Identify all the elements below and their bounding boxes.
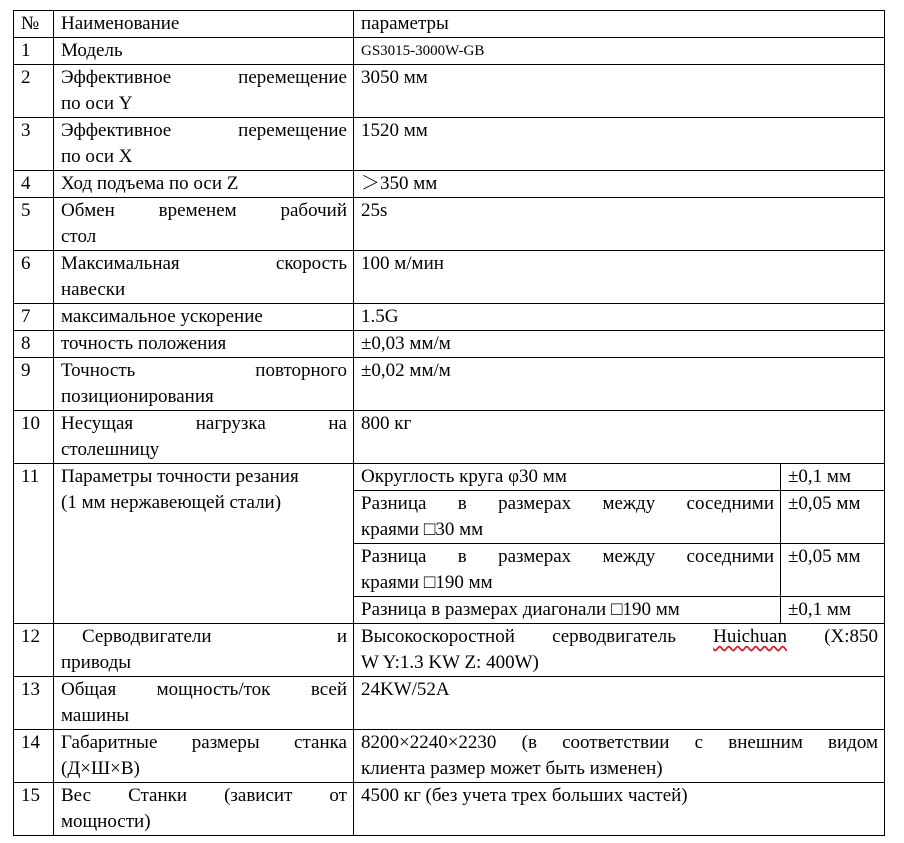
row-name-line: стол [61,226,97,247]
row-name-line: Эффективное перемещение [61,67,347,88]
row-name-line: Эффективное перемещение [61,120,347,141]
row-value: 24KW/52A [354,677,885,730]
row-value: 1.5G [354,304,885,331]
row-name [54,464,354,624]
sub-value: ±0,1 мм [781,464,885,491]
row-num: 12 [14,624,54,677]
row-num: 15 [14,783,54,836]
row-num: 1 [14,38,54,65]
row-num: 8 [14,331,54,358]
sub-value: ±0,05 мм [781,544,885,597]
row-name-line: Серводвигатели и [82,626,347,647]
row-name [54,783,354,836]
table-row [14,171,885,198]
header-name: Наименование [54,11,354,38]
sub-label-line: Разница в размерах диагонали □190 мм [361,599,680,620]
header-num: № [14,11,54,38]
table-row [14,624,885,677]
row-num: 10 [14,411,54,464]
table-row [14,38,885,65]
table-row [14,331,885,358]
sub-label-line: краями □190 мм [361,572,493,593]
row-name [54,251,354,304]
row-value: ±0,02 мм/м [354,358,885,411]
row-value: 3050 мм [354,65,885,118]
row-value-line: 8200×2240×2230 (в соответствии с внешним видом [361,732,879,753]
row-name [54,304,354,331]
sub-label-line: Разница в размерах между соседними [361,546,774,567]
row-name [54,624,354,677]
row-num: 7 [14,304,54,331]
row-name-line: по оси Y [61,93,133,114]
row-num: 2 [14,65,54,118]
row-name [54,171,354,198]
row-num: 4 [14,171,54,198]
brand-name: Huichuan [713,626,787,647]
sub-value: ±0,1 мм [781,597,885,624]
row-value [354,624,885,677]
table-header-row [14,11,885,38]
row-num: 3 [14,118,54,171]
row-name [54,358,354,411]
row-num: 5 [14,198,54,251]
table-row [14,198,885,251]
row-name-line: мощности) [61,811,151,832]
row-name [54,65,354,118]
table-row [14,358,885,411]
sub-value: ±0,05 мм [781,491,885,544]
sub-label [354,544,781,597]
row-name [54,677,354,730]
row-name-line: Параметры точности резания [61,466,299,487]
row-value [354,730,885,783]
row-name-line: навески [61,279,126,300]
row-name-line: (1 мм нержавеющей стали) [61,492,282,513]
row-name [54,411,354,464]
row-name [54,198,354,251]
row-name-line: машины [61,705,130,726]
spec-table [13,10,885,836]
sub-label [354,464,781,491]
row-value: 25s [354,198,885,251]
row-name [54,730,354,783]
row-name-line: Габаритные размеры станка [61,732,347,753]
row-value: ±0,03 мм/м [354,331,885,358]
row-name-line: по оси X [61,146,133,167]
row-value: 4500 кг (без учета трех больших частей) [354,783,885,836]
table-row [14,464,885,491]
row-name [54,331,354,358]
row-name-line: Модель [61,40,123,61]
row-name-line: Обмен временем рабочий [61,200,347,221]
row-name-line: Точность повторного [61,360,347,381]
row-value: 100 м/мин [354,251,885,304]
row-value: 800 кг [354,411,885,464]
sub-label [354,597,781,624]
row-value: GS3015-3000W-GB [354,38,885,65]
row-name-line: позиционирования [61,386,214,407]
row-name-line: точность положения [61,333,227,354]
table-row [14,65,885,118]
row-num: 9 [14,358,54,411]
row-num: 11 [14,464,54,624]
row-name-line: Ход подъема по оси Z [61,173,239,194]
value-text: Высокоскоростной серводвигатель [361,626,714,647]
sub-label-line: Округлость круга φ30 мм [361,466,567,487]
row-value: 1520 мм [354,118,885,171]
row-name-line: Общая мощность/ток всей [61,679,347,700]
table-row [14,304,885,331]
row-value: ＞350 мм [354,171,885,198]
table-row [14,677,885,730]
header-param: параметры [354,11,885,38]
sub-label-line: краями □30 мм [361,519,484,540]
row-name [54,38,354,65]
row-name-line: (Д×Ш×В) [61,758,140,779]
sub-label-line: Разница в размерах между соседними [361,493,774,514]
table-row [14,251,885,304]
row-name-line: столешницу [61,439,160,460]
row-value-line [361,624,878,650]
row-num: 6 [14,251,54,304]
table-row [14,118,885,171]
row-num: 14 [14,730,54,783]
row-num: 13 [14,677,54,730]
table-row [14,730,885,783]
row-name-line: Вес Станки (зависит от [61,785,347,806]
table-row [14,783,885,836]
row-name-line: Несущая нагрузка на [61,413,347,434]
row-name [54,118,354,171]
row-value-line: клиента размер может быть изменен) [361,758,663,779]
row-name-line: Максимальная скорость [61,253,347,274]
row-value-line: W Y:1.3 KW Z: 400W) [361,652,539,673]
value-text: (X:850 [786,626,879,647]
row-name-line: максимальное ускорение [61,306,263,327]
sub-label [354,491,781,544]
table-row [14,411,885,464]
row-name-line: приводы [61,652,132,673]
